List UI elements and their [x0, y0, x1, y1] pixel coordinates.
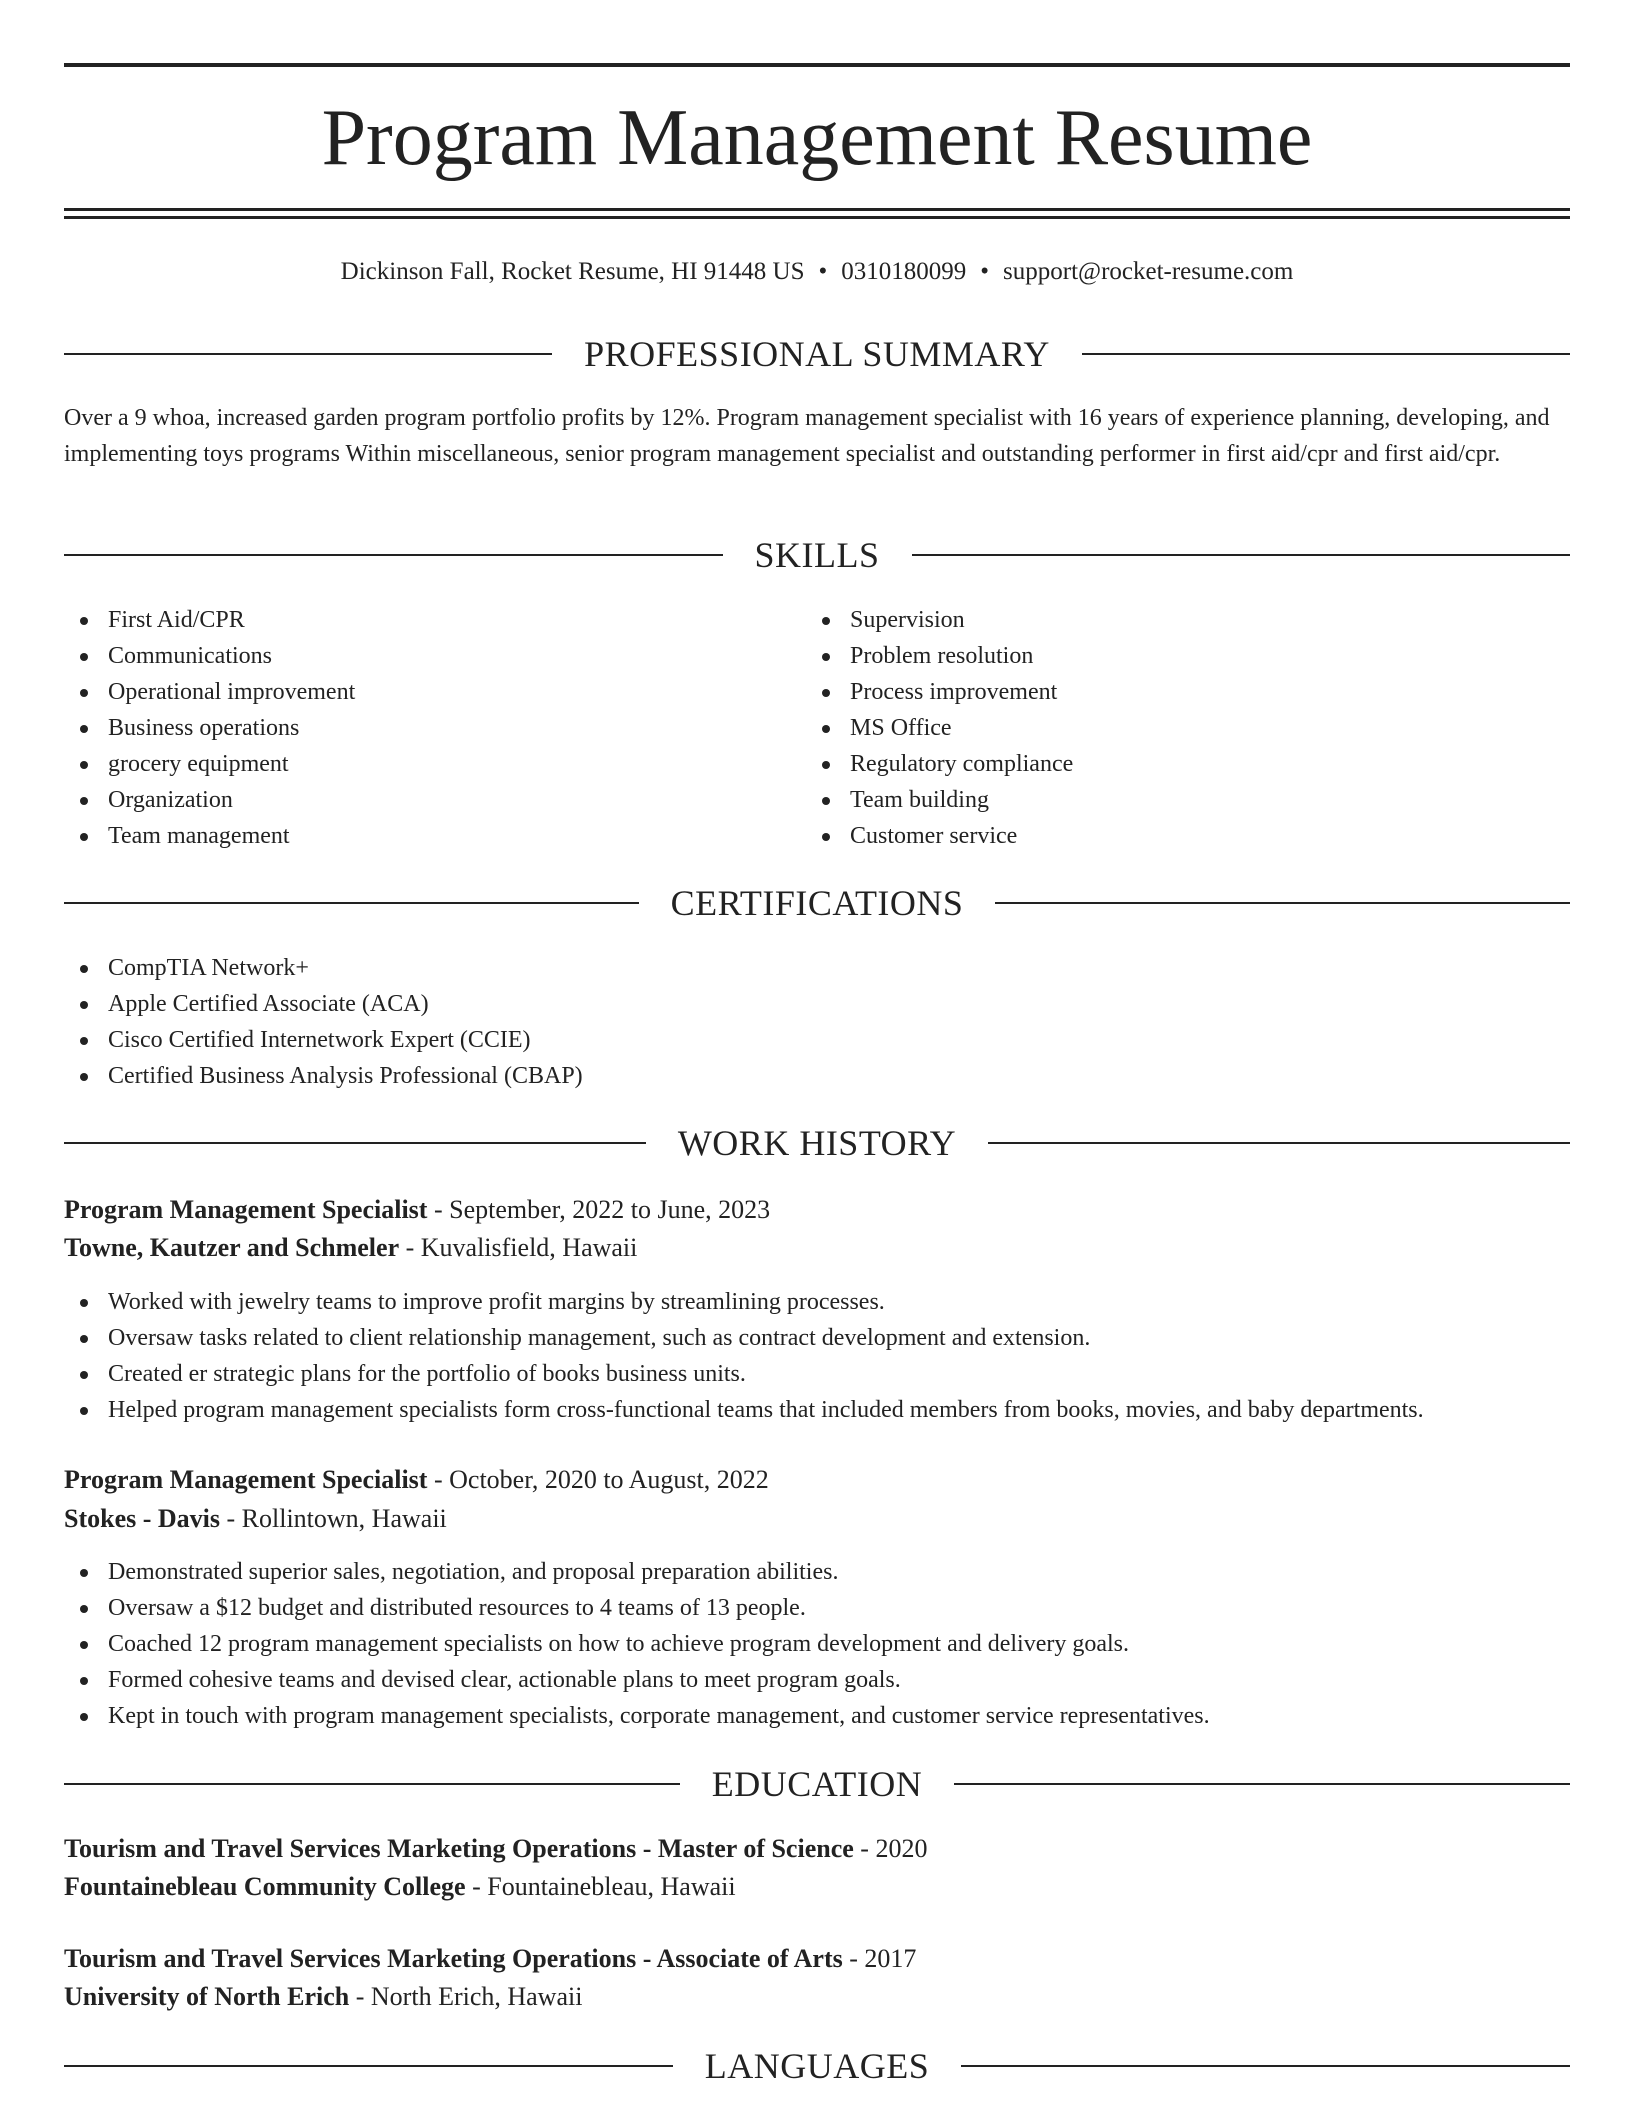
education-degree: Tourism and Travel Services Marketing Operations - Associate of Arts	[64, 1944, 843, 1973]
job-location: - Kuvalisfield, Hawaii	[399, 1233, 638, 1262]
heading-rule	[64, 353, 552, 355]
certification-item: Apple Certified Associate (ACA)	[64, 986, 583, 1022]
section-heading-skills	[64, 533, 1570, 577]
skill-item: Regulatory compliance	[806, 746, 1073, 782]
job-company-line	[64, 1500, 1570, 1538]
job-bullet: Worked with jewelry teams to improve profit margins by streamlining processes.	[64, 1284, 1424, 1320]
job-company: Stokes - Davis	[64, 1504, 221, 1533]
skill-item: Customer service	[806, 818, 1073, 854]
section-heading-education	[64, 1762, 1570, 1806]
heading-rule	[64, 1783, 680, 1785]
job-company-line	[64, 1229, 1570, 1267]
job-bullet: Kept in touch with program management specialists, corporate management, and customer service representatives.	[64, 1698, 1210, 1734]
job-title-line	[64, 1191, 1570, 1229]
skill-item: Communications	[64, 638, 355, 674]
job-bullet: Formed cohesive teams and devised clear, actionable plans to meet program goals.	[64, 1662, 1210, 1698]
section-heading-certifications	[64, 881, 1570, 925]
section-heading-work-history	[64, 1121, 1570, 1165]
heading-rule	[64, 2065, 673, 2067]
skill-item: Supervision	[806, 602, 1073, 638]
contact-separator: •	[980, 258, 990, 285]
job-bullet: Helped program management specialists form cross-functional teams that included members from books, movies, and baby departments.	[64, 1392, 1424, 1428]
certification-item: Cisco Certified Internetwork Expert (CCIE)	[64, 1022, 583, 1058]
section-heading-summary	[64, 332, 1570, 376]
section-title: PROFESSIONAL SUMMARY	[584, 334, 1050, 374]
skill-item: Process improvement	[806, 674, 1073, 710]
education-degree-line	[64, 1830, 1570, 1868]
education-year: - 2017	[842, 1944, 917, 1973]
education-school: Fountainebleau Community College	[64, 1872, 466, 1901]
contact-line	[64, 256, 1570, 288]
education-degree: Tourism and Travel Services Marketing Operations - Master of Science	[64, 1834, 854, 1863]
skill-item: Problem resolution	[806, 638, 1073, 674]
job-location: - Rollintown, Hawaii	[220, 1504, 447, 1533]
education-year: - 2020	[853, 1834, 928, 1863]
skill-item: Operational improvement	[64, 674, 355, 710]
education-school: University of North Erich	[64, 1982, 350, 2011]
section-title: WORK HISTORY	[677, 1123, 957, 1163]
skills-list-right	[806, 602, 1073, 854]
heading-rule	[995, 902, 1570, 904]
summary-paragraph: Over a 9 whoa, increased garden program portfolio profits by 12%. Program management specialist with 16 years of experience planning, developing, and implementing toys programs Within miscellaneous, senior program management specialist and outstanding performer in first aid/cpr and first aid/cpr.	[64, 405, 1550, 467]
skill-item: MS Office	[806, 710, 1073, 746]
certifications-list	[64, 950, 583, 1094]
heading-rule	[954, 1783, 1570, 1785]
education-location: - North Erich, Hawaii	[349, 1982, 583, 2011]
job-role: Program Management Specialist	[64, 1195, 428, 1224]
top-rule	[64, 63, 1570, 67]
heading-rule	[988, 1142, 1570, 1144]
contact-phone: 0310180099	[841, 258, 967, 285]
job-bullet: Oversaw tasks related to client relationship management, such as contract development and extension.	[64, 1320, 1424, 1356]
job-title-line	[64, 1461, 1570, 1499]
contact-email: support@rocket-resume.com	[1003, 258, 1294, 285]
skill-item: grocery equipment	[64, 746, 355, 782]
job-bullet: Created er strategic plans for the portfolio of books business units.	[64, 1356, 1424, 1392]
job-dates: - September, 2022 to June, 2023	[427, 1195, 771, 1224]
job-bullets	[64, 1554, 1210, 1734]
education-school-line	[64, 1868, 1570, 1906]
education-school-line	[64, 1978, 1570, 2016]
job-bullet: Oversaw a $12 budget and distributed resources to 4 teams of 13 people.	[64, 1590, 1210, 1626]
heading-rule	[912, 554, 1571, 556]
certification-item: CompTIA Network+	[64, 950, 583, 986]
contact-address: Dickinson Fall, Rocket Resume, HI 91448 US	[340, 258, 805, 285]
section-title: EDUCATION	[711, 1764, 923, 1804]
section-title: SKILLS	[754, 535, 880, 575]
heading-rule	[961, 2065, 1570, 2067]
section-title: LANGUAGES	[704, 2046, 930, 2086]
education-location: - Fountainebleau, Hawaii	[465, 1872, 736, 1901]
education-degree-line	[64, 1940, 1570, 1978]
job-company: Towne, Kautzer and Schmeler	[64, 1233, 400, 1262]
heading-rule	[1082, 353, 1570, 355]
skill-item: First Aid/CPR	[64, 602, 355, 638]
section-title: CERTIFICATIONS	[670, 883, 964, 923]
job-dates: - October, 2020 to August, 2022	[427, 1465, 769, 1494]
certification-item: Certified Business Analysis Professional (CBAP)	[64, 1058, 583, 1094]
contact-separator: •	[818, 258, 828, 285]
job-bullet: Demonstrated superior sales, negotiation, and proposal preparation abilities.	[64, 1554, 1210, 1590]
page-title: Program Management Resume	[321, 94, 1313, 182]
title-double-rule-bottom	[64, 216, 1570, 219]
section-heading-languages	[64, 2044, 1570, 2088]
heading-rule	[64, 554, 723, 556]
skill-item: Organization	[64, 782, 355, 818]
job-bullet: Coached 12 program management specialists on how to achieve program development and delivery goals.	[64, 1626, 1210, 1662]
heading-rule	[64, 902, 639, 904]
job-bullets	[64, 1284, 1424, 1428]
title-double-rule-top	[64, 208, 1570, 211]
heading-rule	[64, 1142, 646, 1144]
skill-item: Business operations	[64, 710, 355, 746]
skill-item: Team building	[806, 782, 1073, 818]
skills-list-left	[64, 602, 355, 854]
skill-item: Team management	[64, 818, 355, 854]
job-role: Program Management Specialist	[64, 1465, 428, 1494]
